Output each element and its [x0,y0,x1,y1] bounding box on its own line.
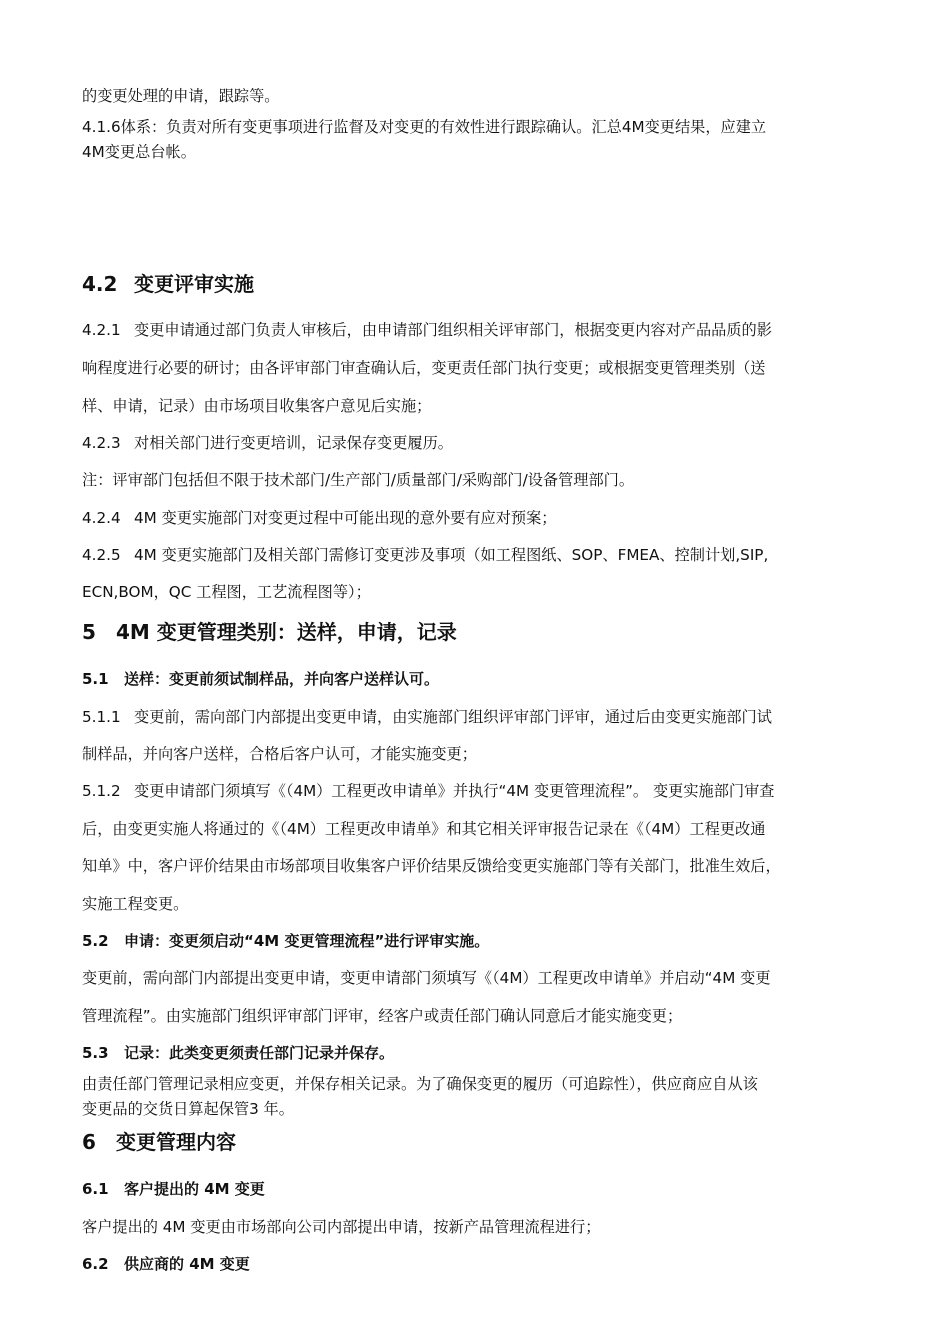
paragraph-line: 样、申请，记录）由市场项目收集客户意见后实施； [82,397,432,415]
clause-number: 5.1.1 [82,708,121,726]
subsection-number: 5.3 [82,1044,109,1062]
subsection-heading-5-3 [82,1043,394,1063]
subsection-title: 送样：变更前须试制样品，并向客户送样认可。 [124,670,440,688]
paragraph-line: 4M变更总台帐。 [82,143,196,161]
subsection-number: 5.2 [82,932,109,950]
paragraph-line: 后，由变更实施人将通过的《（4M）工程更改申请单》和其它相关评审报告记录在《（4M）工程更改通 [82,820,766,838]
subsection-title: 供应商的 4M 变更 [124,1255,250,1273]
clause-text: 变更申请通过部门负责人审核后，由申请部门组织相关评审部门，根据变更内容对产品品质的影 [134,321,772,339]
section-number: 6 [82,1130,96,1154]
subsection-heading-6-1 [82,1179,265,1199]
subsection-heading-5-1 [82,669,439,689]
section-heading-5 [82,619,457,645]
note-line: 注：评审部门包括但不限于技术部门/生产部门/质量部门/采购部门/设备管理部门。 [82,471,635,489]
clause-number: 4.2.4 [82,509,121,527]
section-number: 4.2 [82,272,118,296]
section-title: 变更评审实施 [134,272,254,296]
paragraph-line: 客户提出的 4M 变更由市场部向公司内部提出申请，按新产品管理流程进行； [82,1218,601,1236]
clause-number: 5.1.2 [82,782,121,800]
paragraph-line: 知单》中，客户评价结果由市场部项目收集客户评价结果反馈给变更实施部门等有关部门，批准生效后， [82,857,781,875]
subsection-heading-5-2 [82,931,489,951]
subsection-title: 申请：变更须启动“4M 变更管理流程”进行评审实施。 [124,932,490,950]
section-number: 5 [82,620,96,644]
paragraph-line: 变更前，需向部门内部提出变更申请，变更申请部门须填写《（4M）工程更改申请单》并启动“4M 变更 [82,969,771,987]
paragraph-line [82,781,872,801]
subsection-heading-6-2 [82,1254,250,1274]
section-heading-6 [82,1129,236,1155]
clause-text: 4M 变更实施部门及相关部门需修订变更涉及事项（如工程图纸、SOP、FMEA、控制计划,SIP, [134,546,769,564]
subsection-number: 6.1 [82,1180,109,1198]
clause-number: 4.2.5 [82,546,121,564]
paragraph-line: ECN,BOM，QC 工程图，工艺流程图等）； [82,583,371,601]
paragraph-line [82,545,872,565]
paragraph-line: 管理流程”。由实施部门组织评审部门评审，经客户或责任部门确认同意后才能实施变更； [82,1007,683,1025]
paragraph-line [82,508,872,528]
paragraph-line: 变更品的交货日算起保管3 年。 [82,1100,294,1118]
subsection-number: 5.1 [82,670,109,688]
subsection-title: 客户提出的 4M 变更 [124,1180,265,1198]
clause-text: 对相关部门进行变更培训，记录保存变更履历。 [134,434,453,452]
clause-text: 变更前，需向部门内部提出变更申请，由实施部门组织评审部门评审，通过后由变更实施部门试 [134,708,772,726]
section-heading-4-2 [82,271,254,297]
section-title: 4M 变更管理类别：送样，申请，记录 [116,620,457,644]
paragraph-line: 制样品，并向客户送样，合格后客户认可，才能实施变更； [82,745,477,763]
clause-number: 4.2.1 [82,321,121,339]
section-title: 变更管理内容 [116,1130,236,1154]
clause-text: 变更申请部门须填写《（4M）工程更改申请单》并执行“4M 变更管理流程”。 变更实施部门审查 [134,782,775,800]
paragraph-line: 由责任部门管理记录相应变更，并保存相关记录。为了确保变更的履历（可追踪性），供应商应自从该 [82,1075,758,1093]
paragraph-line: 响程度进行必要的研讨；由各评审部门审查确认后，变更责任部门执行变更；或根据变更管理类别（送 [82,359,766,377]
paragraph-line: 实施工程变更。 [82,895,189,913]
subsection-number: 6.2 [82,1255,109,1273]
clause-number: 4.2.3 [82,434,121,452]
paragraph-line [82,433,872,453]
paragraph-line: 的变更处理的申请，跟踪等。 [82,87,280,105]
clause-text: 4M 变更实施部门对变更过程中可能出现的意外要有应对预案； [134,509,557,527]
subsection-title: 记录：此类变更须责任部门记录并保存。 [124,1044,395,1062]
paragraph-line: 4.1.6体系：负责对所有变更事项进行监督及对变更的有效性进行跟踪确认。汇总4M变更结果，应建立 [82,118,767,136]
paragraph-line [82,707,872,727]
paragraph-line [82,320,872,340]
